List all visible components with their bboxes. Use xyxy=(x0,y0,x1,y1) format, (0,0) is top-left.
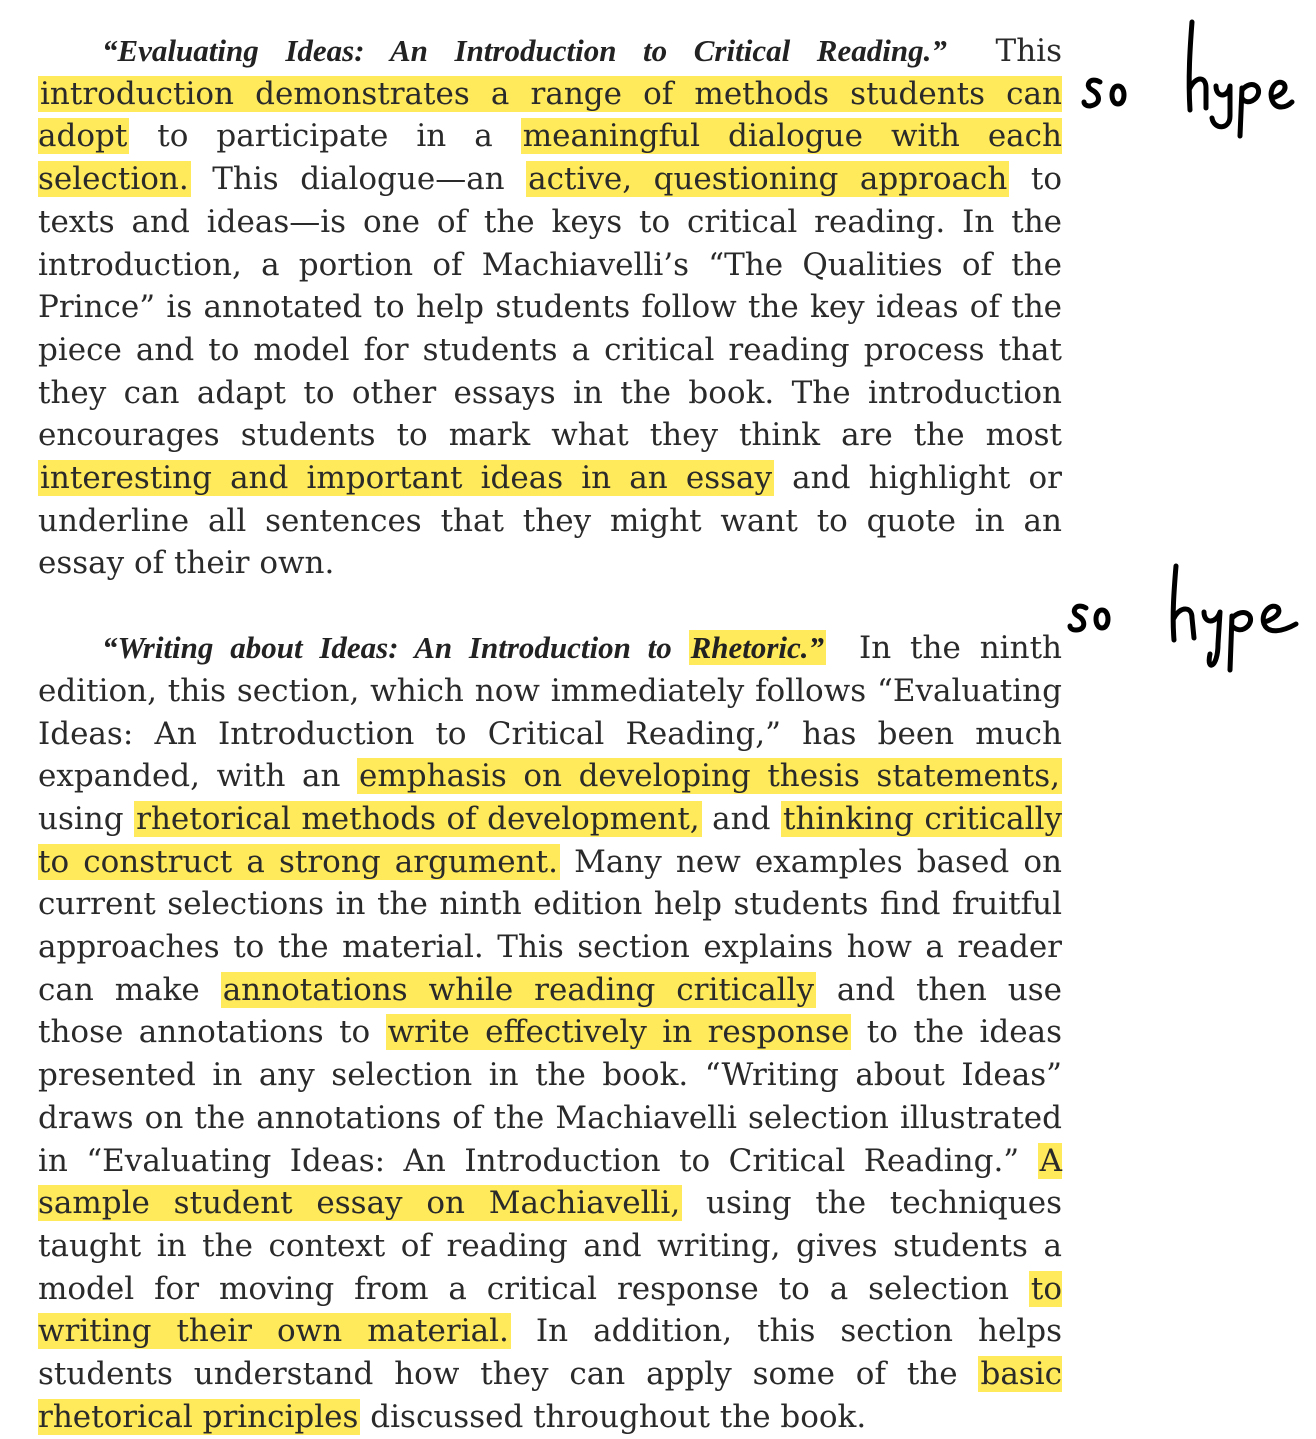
highlight-own-material: to writing their own material. xyxy=(38,1270,1062,1350)
highlight-important-ideas: interesting and important ideas in an essay xyxy=(40,460,773,497)
seg: This xyxy=(966,33,1062,69)
text-column xyxy=(38,30,1062,1439)
seg: In addition, this section helps students understand how they can apply some of the xyxy=(38,1313,1063,1393)
seg: and then use those annotations to xyxy=(38,971,1062,1051)
section-title-writing-about-ideas xyxy=(102,630,826,665)
seg: to the ideas presented in any selection in the book. “Writing about Ideas” draws on the annotations of the Machiavelli selection illustrated in “Evaluating Ideas: An Introduction to Critical Reading.” xyxy=(38,1014,1062,1179)
seg: Many new examples based on current selections in the ninth edition help students find fruitful approaches to the material. This section explains how a reader can make xyxy=(38,843,1062,1008)
highlight-active-approach: active, questioning approach xyxy=(528,161,1008,198)
handwriting-ink xyxy=(1080,18,1310,138)
highlight-annotations: annotations while reading critically xyxy=(222,971,814,1008)
handwritten-note-so-hype-1 xyxy=(1080,18,1310,138)
seg: using the techniques taught in the context of reading and writing, gives students a model for moving from a critical response to a selection xyxy=(38,1185,1062,1307)
highlight-rhetorical-methods: rhetorical methods of development, xyxy=(136,800,700,837)
handwritten-note-so-hype-2 xyxy=(1060,560,1310,680)
seg: to texts and ideas—is one of the keys to critical reading. In the introduction, a portion of Machiavelli’s “The Qualities of the Prince” is annotated to help students follow the key ideas of the piece and to model for students a critical reading process that they can adapt to other essays in the book. The introduction encourages students to mark what they think are the most xyxy=(38,161,1062,454)
highlight-thinking-critically: thinking critically to construct a strong argument. xyxy=(38,800,1062,880)
seg: In the ninth edition, this section, which now immediately follows “Evaluating Ideas: An Introduction to Critical Reading,” has been much expanded, with an xyxy=(38,630,1062,795)
seg: using xyxy=(38,800,135,837)
highlight-write-effectively: write effectively in response xyxy=(387,1014,850,1051)
paragraph-writing-about-ideas xyxy=(38,627,1062,1438)
seg: and highlight or underline all sentences that they might want to quote in an essay of their own. xyxy=(38,460,1062,582)
seg: This dialogue—an xyxy=(190,161,527,198)
highlight-methods: introduction demonstrates a range of methods students can adopt xyxy=(38,75,1062,155)
highlight-dialogue: meaningful dialogue with each selection. xyxy=(38,118,1062,198)
highlight-rhetorical-principles: basic rhetorical principles xyxy=(38,1356,1062,1435)
handwriting-ink xyxy=(1060,560,1310,680)
title-part: “Writing about Ideas: An Introduction to xyxy=(102,630,689,666)
highlight-rhetoric: Rhetoric.” xyxy=(690,630,825,666)
seg: and xyxy=(701,800,781,837)
seg: to participate in a xyxy=(129,118,521,155)
highlight-thesis: emphasis on developing thesis statements, xyxy=(359,758,1060,795)
seg: discussed throughout the book. xyxy=(360,1398,867,1435)
paragraph-evaluating-ideas xyxy=(38,30,1062,585)
section-title-evaluating-ideas: “Evaluating Ideas: An Introduction to Critical Reading.” xyxy=(102,33,947,68)
highlight-sample-essay: A sample student essay on Machiavelli, xyxy=(38,1142,1062,1222)
